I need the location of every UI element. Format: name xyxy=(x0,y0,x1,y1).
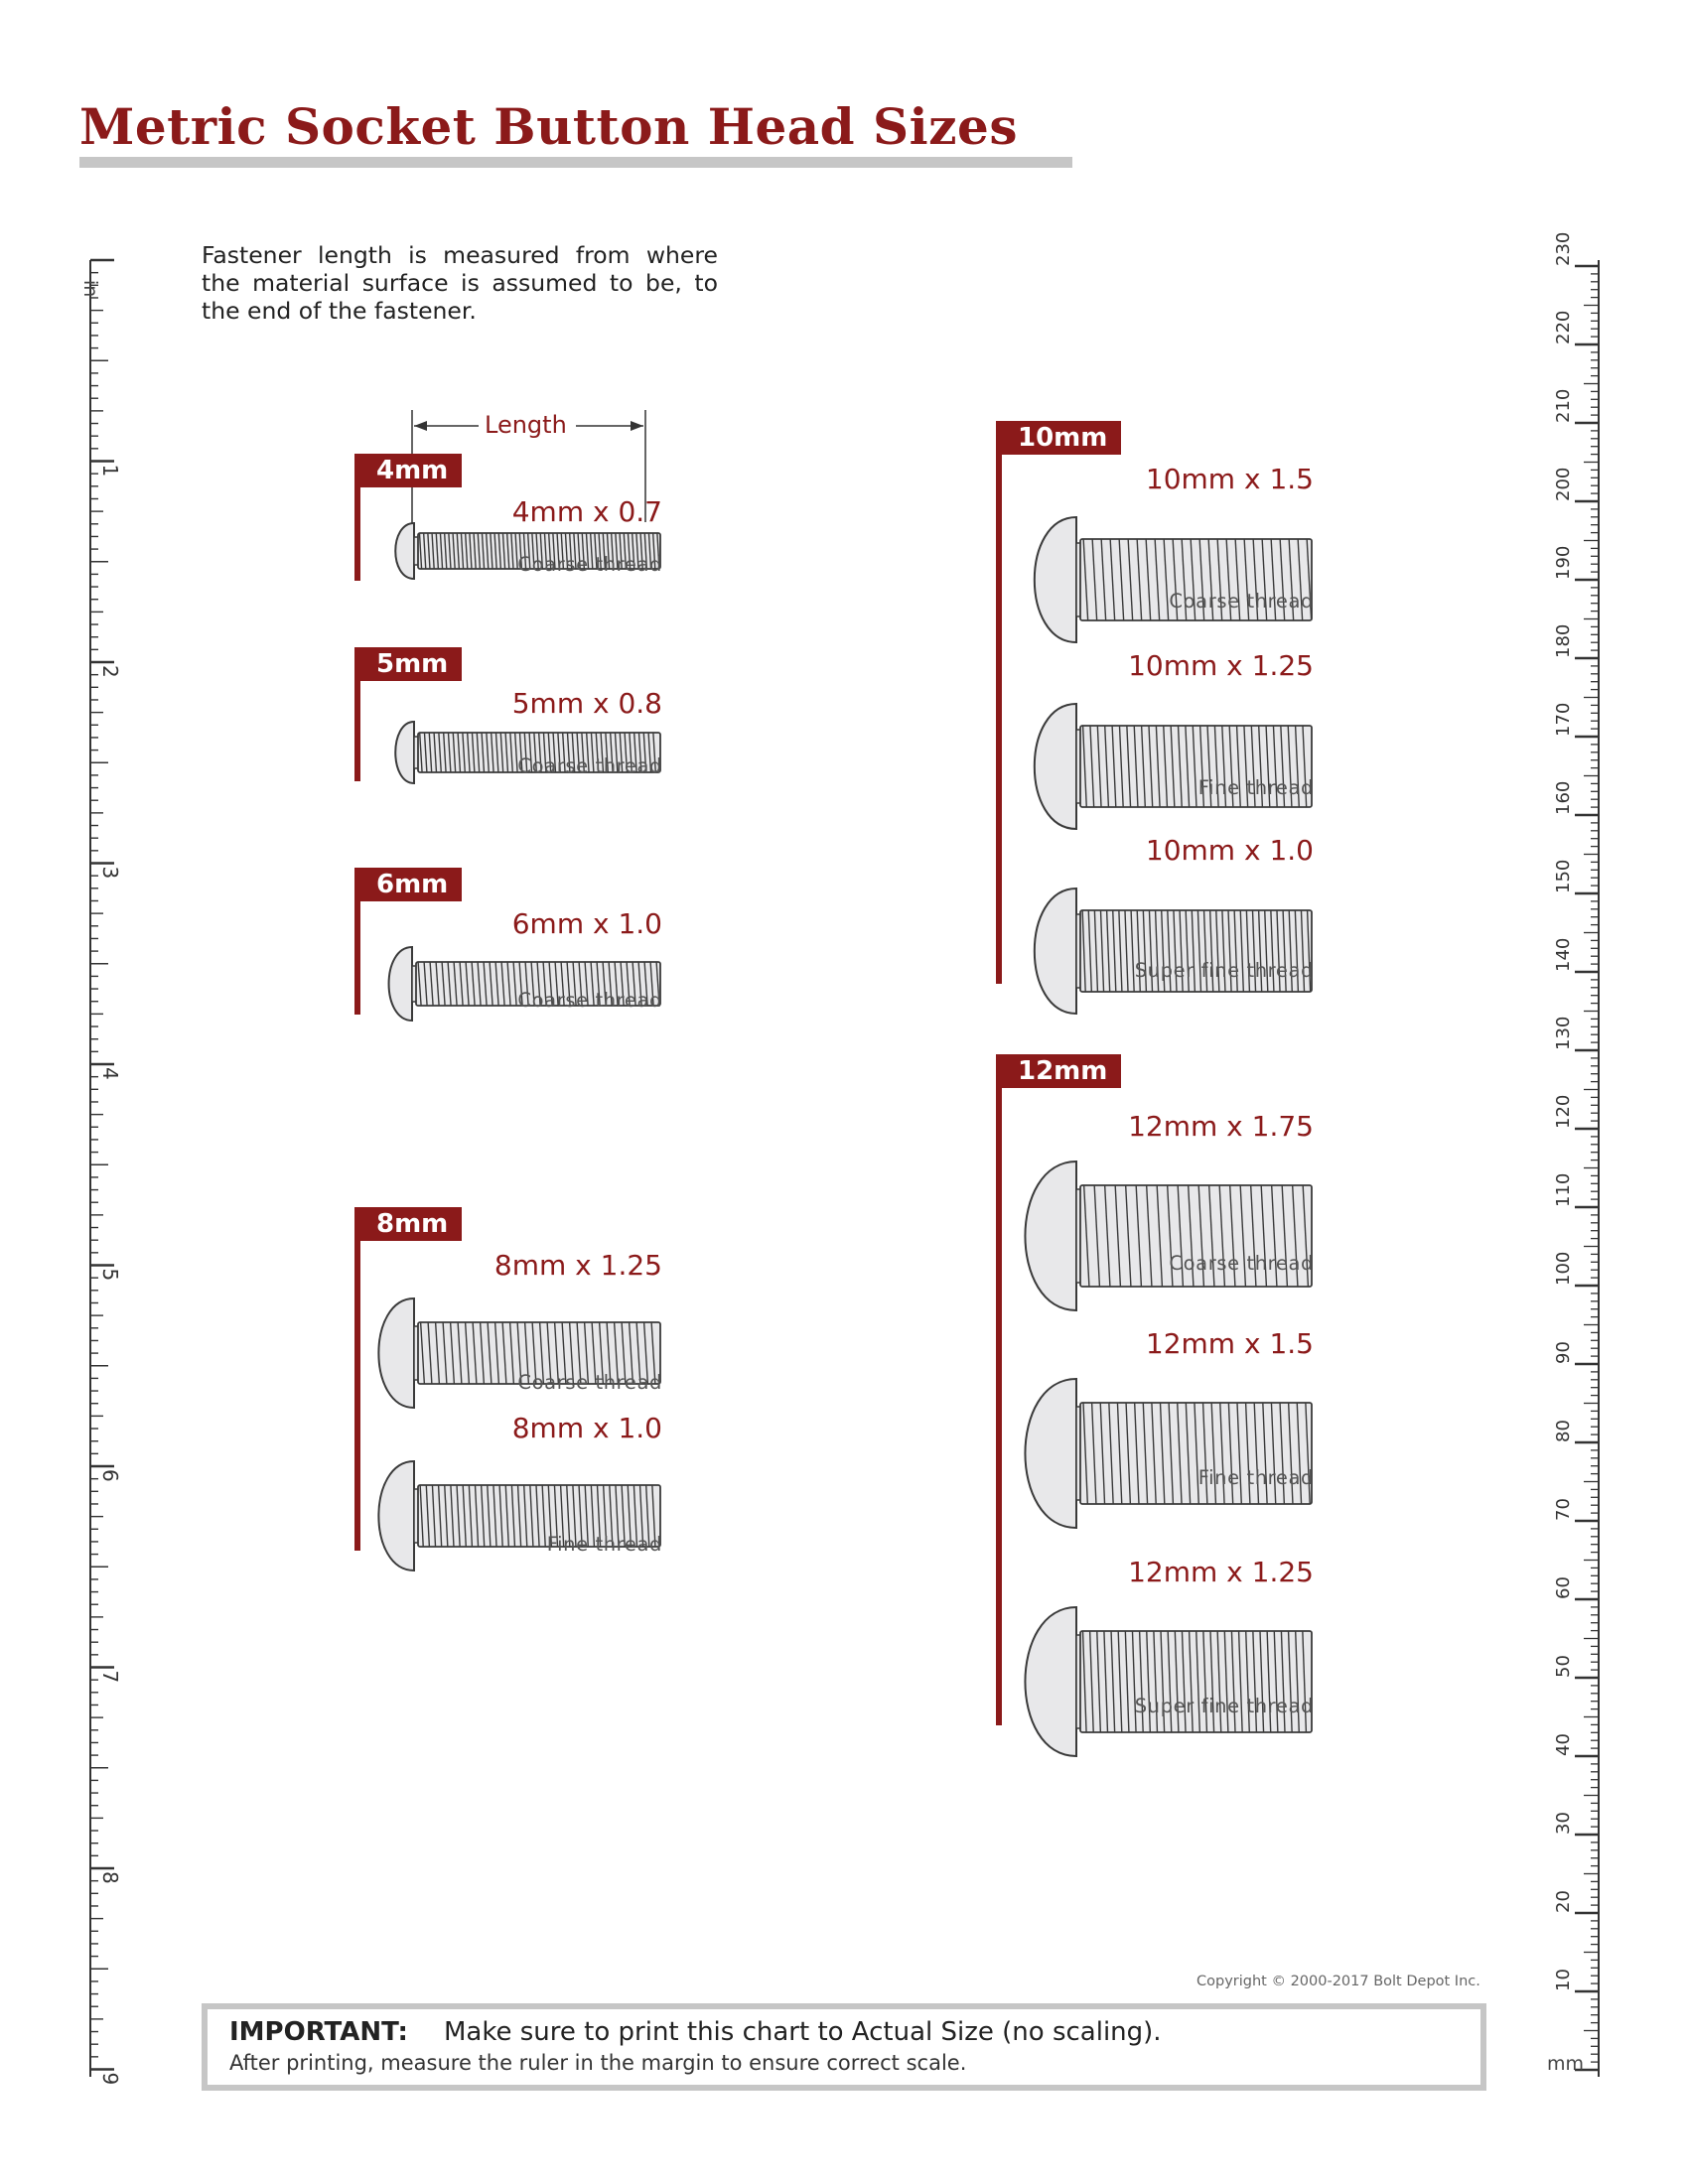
ruler-label: 60 xyxy=(1553,1576,1574,1599)
ruler-label: 80 xyxy=(1553,1420,1574,1442)
bolt-spec: 6mm x 1.0 xyxy=(511,907,662,940)
group-bar xyxy=(996,1054,1002,1725)
bolt-item xyxy=(1022,1556,1314,1725)
bolt-head xyxy=(378,1461,414,1570)
bolt-item xyxy=(376,1249,662,1403)
bolt-head xyxy=(1035,517,1076,642)
bolt-spec: 8mm x 1.25 xyxy=(493,1249,662,1282)
ruler-label: 40 xyxy=(1553,1733,1574,1756)
ruler-label: 3 xyxy=(98,866,122,880)
bolt-thread: Coarse thread xyxy=(517,754,662,777)
bolt-item xyxy=(376,1412,662,1556)
ruler-label: 190 xyxy=(1553,545,1574,580)
ruler-label: 9 xyxy=(98,2072,122,2086)
ruler-label: 70 xyxy=(1553,1498,1574,1521)
group-12mm xyxy=(996,1054,1314,1725)
inch-ruler xyxy=(79,260,159,2086)
ruler-label: 20 xyxy=(1553,1890,1574,1913)
ruler-label: 10 xyxy=(1553,1969,1574,1991)
ruler-label: 160 xyxy=(1553,780,1574,815)
bolt-thread: Fine thread xyxy=(546,1533,662,1556)
bolt-spec: 10mm x 1.0 xyxy=(1145,834,1314,867)
group-tab: 10mm xyxy=(996,421,1121,455)
group-bar xyxy=(996,421,1002,984)
ruler-label: 110 xyxy=(1553,1172,1574,1207)
ruler-label: 7 xyxy=(98,1670,122,1684)
copyright-notice: Copyright © 2000-2017 Bolt Depot Inc. xyxy=(1196,1974,1480,1989)
bolt-spec: 10mm x 1.5 xyxy=(1145,463,1314,495)
bolt-thread: Super fine thread xyxy=(1134,1695,1314,1717)
bolt-item xyxy=(1032,834,1314,984)
bolt-spec: 12mm x 1.75 xyxy=(1128,1110,1314,1143)
group-tab: 5mm xyxy=(354,647,462,681)
ruler-label: 170 xyxy=(1553,702,1574,737)
ruler-label: 1 xyxy=(98,464,122,478)
group-tab: 12mm xyxy=(996,1054,1121,1088)
ruler-label: 4 xyxy=(98,1067,122,1080)
bolt-item xyxy=(1022,1110,1314,1289)
bolt-head xyxy=(1025,1379,1076,1528)
important-label: IMPORTANT: xyxy=(229,2017,408,2047)
group-tab: 8mm xyxy=(354,1207,462,1241)
ruler-label: 150 xyxy=(1553,859,1574,893)
ruler-label: 210 xyxy=(1553,388,1574,423)
inch-ruler-unit: in xyxy=(79,280,101,298)
bolt-head xyxy=(1025,1607,1076,1756)
ruler-label: 6 xyxy=(98,1469,122,1482)
ruler-label: 50 xyxy=(1553,1655,1574,1678)
ruler-label: 8 xyxy=(98,1871,122,1884)
length-label: Length xyxy=(485,411,567,439)
bolt-spec: 4mm x 0.7 xyxy=(511,495,662,528)
group-bar xyxy=(354,1207,360,1551)
bolt-spec: 5mm x 0.8 xyxy=(511,687,662,720)
ruler-label: 130 xyxy=(1553,1016,1574,1050)
bolt-item xyxy=(394,493,662,581)
mm-ruler xyxy=(1529,231,1609,2077)
bolt-head xyxy=(395,523,414,579)
bolt-thread: Fine thread xyxy=(1197,1466,1314,1489)
bolt-item xyxy=(1032,463,1314,631)
bolt-thread: Fine thread xyxy=(1197,776,1314,799)
important-text: Make sure to print this chart to Actual Size (no scaling). xyxy=(444,2017,1162,2047)
bolt-spec: 8mm x 1.0 xyxy=(511,1412,662,1444)
group-8mm xyxy=(354,1207,662,1556)
bolt-spec: 10mm x 1.25 xyxy=(1128,649,1314,682)
bolt-spec: 12mm x 1.25 xyxy=(1128,1556,1314,1588)
bolt-head xyxy=(389,947,412,1021)
ruler-label: 140 xyxy=(1553,937,1574,972)
ruler-label: 230 xyxy=(1553,231,1574,266)
intro-text: Fastener length is measured from where the material surface is assumed to be, to the end of the fastener. xyxy=(202,241,718,325)
group-tab: 6mm xyxy=(354,868,462,901)
bolt-thread: Coarse thread xyxy=(1169,590,1314,613)
important-note: After printing, measure the ruler in the margin to ensure correct scale. xyxy=(229,2051,967,2075)
group-6mm xyxy=(354,868,662,1015)
inch-ruler-ticks xyxy=(79,260,159,2086)
bolt-spec: 12mm x 1.5 xyxy=(1145,1327,1314,1360)
ruler-label: 100 xyxy=(1553,1251,1574,1286)
bolt-thread: Coarse thread xyxy=(1169,1252,1314,1275)
bolt-item xyxy=(1022,1327,1314,1496)
ruler-label: 2 xyxy=(98,665,122,678)
bolt-head xyxy=(1025,1161,1076,1310)
bolt-thread: Super fine thread xyxy=(1134,959,1314,982)
ruler-label: 30 xyxy=(1553,1812,1574,1835)
bolt-thread: Coarse thread xyxy=(517,989,662,1012)
ruler-label: 220 xyxy=(1553,310,1574,344)
ruler-label: 5 xyxy=(98,1268,122,1282)
ruler-label: 120 xyxy=(1553,1094,1574,1129)
mm-ruler-unit: mm xyxy=(1547,2053,1585,2075)
bolt-item xyxy=(387,907,662,1015)
group-4mm xyxy=(354,454,662,581)
bolt-head xyxy=(378,1298,414,1408)
bolt-thread: Coarse thread xyxy=(517,553,662,576)
bolt-item xyxy=(1032,649,1314,808)
group-5mm xyxy=(354,647,662,781)
mm-ruler-ticks xyxy=(1529,231,1609,2077)
group-10mm xyxy=(996,421,1314,984)
group-tab: 4mm xyxy=(354,454,462,487)
title-underline xyxy=(79,157,1072,168)
bolt-thread: Coarse thread xyxy=(517,1371,662,1394)
bolt-item xyxy=(394,687,662,781)
page-title: Metric Socket Button Head Sizes xyxy=(79,97,1018,156)
bolt-head xyxy=(1035,888,1076,1014)
important-notice xyxy=(202,2003,1486,2091)
bolt-head xyxy=(395,722,414,783)
ruler-label: 180 xyxy=(1553,623,1574,658)
ruler-label: 200 xyxy=(1553,467,1574,501)
bolt-head xyxy=(1035,704,1076,829)
ruler-label: 90 xyxy=(1553,1341,1574,1364)
